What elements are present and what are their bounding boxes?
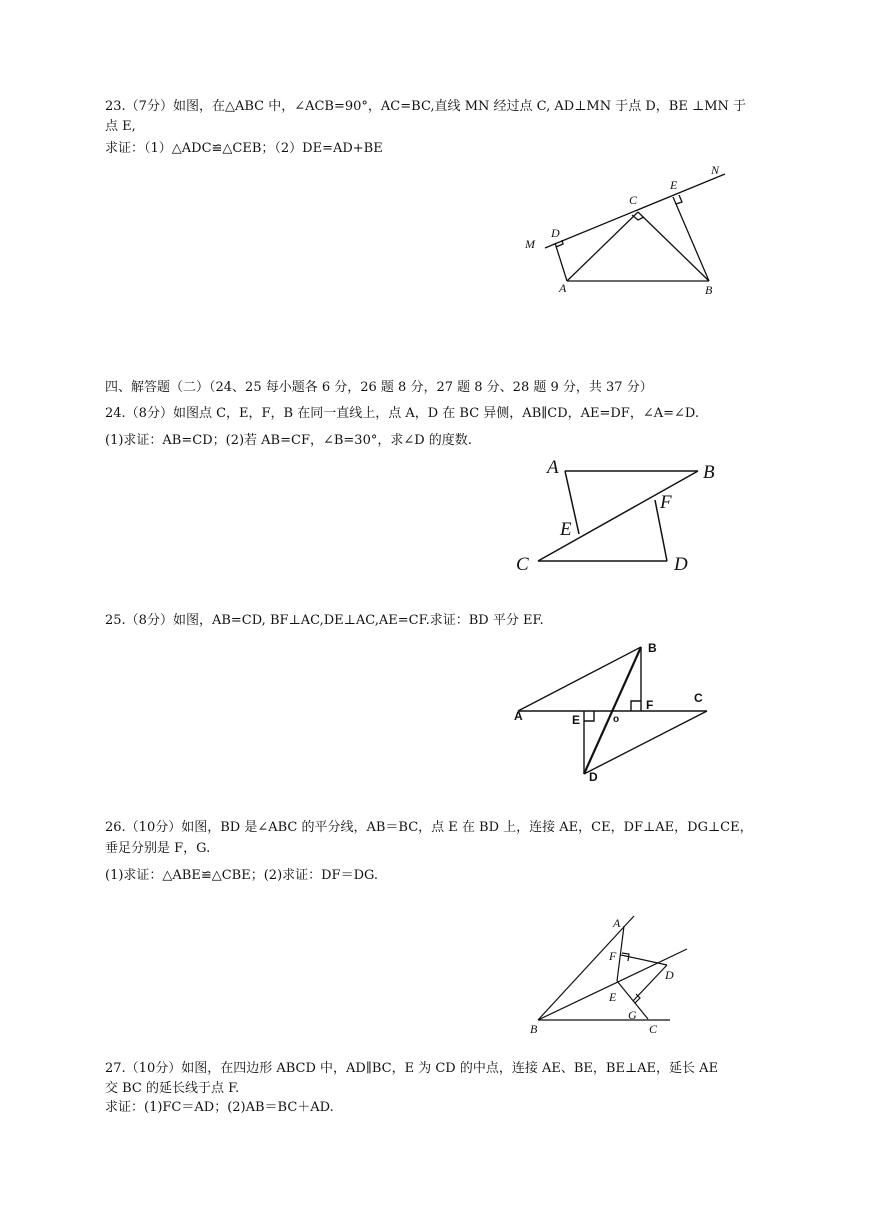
label-d: D bbox=[665, 968, 674, 982]
q23-figure bbox=[515, 155, 730, 305]
label-b: B bbox=[530, 1022, 538, 1036]
label-e: E bbox=[670, 178, 678, 192]
label-f: F bbox=[646, 698, 654, 712]
right-angle-f bbox=[631, 701, 641, 711]
segment-ac bbox=[567, 212, 638, 281]
q23-text-line1: 23.（7分）如图，在△ABC 中，∠ACB=90°，AC=BC,直线 MN 经过点 C, AD⊥MN 于点 D，BE ⊥MN 于 bbox=[105, 99, 747, 114]
q24-text-line1: 24.（8分）如图点 C，E，F，B 在同一直线上，点 A，D 在 BC 异侧，AB∥CD，AE=DF，∠A=∠D. bbox=[105, 406, 699, 421]
segment-bc bbox=[638, 212, 709, 281]
label-e: E bbox=[572, 713, 581, 727]
segment-be bbox=[673, 197, 709, 281]
label-c: C bbox=[649, 1022, 658, 1036]
label-o: o bbox=[613, 714, 620, 725]
label-e: E bbox=[609, 990, 617, 1004]
label-a: A bbox=[547, 457, 559, 478]
label-d: D bbox=[551, 226, 560, 240]
label-d: D bbox=[589, 770, 598, 784]
label-a: A bbox=[613, 916, 621, 930]
label-b: B bbox=[648, 641, 657, 655]
q26-text-line2: 垂足分别是 F，G. bbox=[105, 841, 211, 856]
q25-text-line1: 25.（8分）如图，AB=CD, BF⊥AC,DE⊥AC,AE=CF.求证：BD 平分 EF. bbox=[105, 613, 544, 628]
q26-figure bbox=[520, 908, 695, 1043]
segment-cd bbox=[584, 711, 707, 774]
label-e: E bbox=[560, 519, 572, 540]
label-f: F bbox=[660, 492, 672, 513]
q24-text-line2: (1)求证：AB=CD；(2)若 AB=CF，∠B=30°，求∠D 的度数. bbox=[105, 433, 472, 448]
q27-text-line1: 27.（10分）如图，在四边形 ABCD 中，AD∥BC，E 为 CD 的中点，连接 AE、BE，BE⊥AE，延长 AE bbox=[105, 1061, 719, 1076]
q27-text-line2: 交 BC 的延长线于点 F. bbox=[105, 1081, 240, 1096]
section-heading: 四、解答题（二）（24、25 每小题各 6 分，26 题 8 分，27 题 8 分、28 题 9 分，共 37 分） bbox=[105, 380, 653, 395]
q25-figure bbox=[510, 635, 720, 785]
label-a: A bbox=[514, 709, 523, 723]
q26-text-line1: 26.（10分）如图，BD 是∠ABC 的平分线，AB＝BC，点 E 在 BD 上，连接 AE，CE，DF⊥AE，DG⊥CE， bbox=[105, 820, 753, 835]
q26-text-line3: (1)求证：△ABE≌△CBE；(2)求证：DF＝DG. bbox=[105, 868, 379, 883]
label-b: B bbox=[705, 283, 713, 297]
segment-cb bbox=[538, 471, 698, 561]
label-b: B bbox=[703, 462, 715, 483]
right-angle-e bbox=[676, 195, 682, 204]
label-c: C bbox=[694, 691, 703, 705]
label-c: C bbox=[516, 554, 529, 575]
line-mn bbox=[545, 174, 725, 248]
segment-ab bbox=[518, 647, 641, 711]
label-a: A bbox=[559, 281, 567, 295]
label-m: M bbox=[525, 237, 535, 251]
right-angle-e bbox=[584, 711, 594, 721]
segment-ad bbox=[555, 243, 567, 281]
segment-ba bbox=[538, 916, 634, 1020]
q23-text-line2: 点 E, bbox=[105, 119, 136, 134]
q23-text-line3: 求证：（1）△ADC≌△CEB；（2）DE=AD+BE bbox=[105, 141, 383, 156]
q27-text-line3: 求证：(1)FC＝AD；(2)AB＝BC＋AD. bbox=[105, 1100, 334, 1115]
q24-figure bbox=[510, 455, 730, 580]
label-c: C bbox=[629, 193, 638, 207]
label-f: F bbox=[609, 949, 617, 963]
label-d: D bbox=[674, 554, 688, 575]
label-n: N bbox=[711, 163, 720, 177]
label-g: G bbox=[628, 1008, 637, 1022]
